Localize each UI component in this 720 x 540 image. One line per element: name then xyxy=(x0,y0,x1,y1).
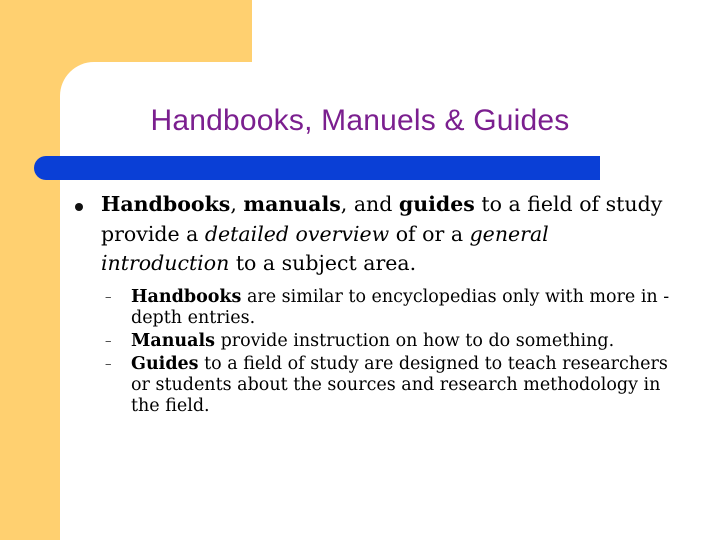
sub-bullet-term: Handbooks xyxy=(131,286,242,307)
text-segment: of or a xyxy=(389,221,470,246)
emphasis-detailed-overview: detailed overview xyxy=(204,221,390,246)
title-underline-bar xyxy=(34,156,600,180)
slide-title: Handbooks, Manuels & Guides xyxy=(150,104,570,137)
sub-bullet-text: to a field of study are designed to teach researchers or students about the sources and research methodology in the field. xyxy=(131,353,668,416)
sub-bullet-guides xyxy=(72,354,672,417)
emphasis-general-introduction: general introduction xyxy=(101,221,549,275)
text-segment: , and xyxy=(340,192,399,216)
sub-bullet-list xyxy=(72,287,672,417)
term-manuals: manuals xyxy=(243,192,341,216)
main-bullet-text xyxy=(101,190,672,279)
sub-bullet-text: provide instruction on how to do something. xyxy=(215,330,615,351)
sub-bullet-handbooks xyxy=(72,287,672,329)
dash-bullet: – xyxy=(105,333,112,349)
bullet-dot-icon xyxy=(75,203,83,211)
sub-bullet-text: are similar to encyclopedias only with more in -depth entries. xyxy=(131,286,670,328)
text-segment: , xyxy=(230,192,244,216)
main-bullet xyxy=(72,190,672,279)
dash-bullet: – xyxy=(105,289,112,305)
dash-bullet: – xyxy=(105,356,112,372)
text-segment: to a subject area. xyxy=(229,251,417,275)
term-handbooks: Handbooks xyxy=(101,192,231,216)
sub-bullet-term: Guides xyxy=(131,353,199,374)
text-segment: to a field of study provide a xyxy=(101,192,663,246)
sub-bullet-manuals xyxy=(72,331,672,352)
term-guides: guides xyxy=(398,192,475,216)
slide-body xyxy=(72,190,672,419)
sub-bullet-term: Manuals xyxy=(131,330,215,351)
